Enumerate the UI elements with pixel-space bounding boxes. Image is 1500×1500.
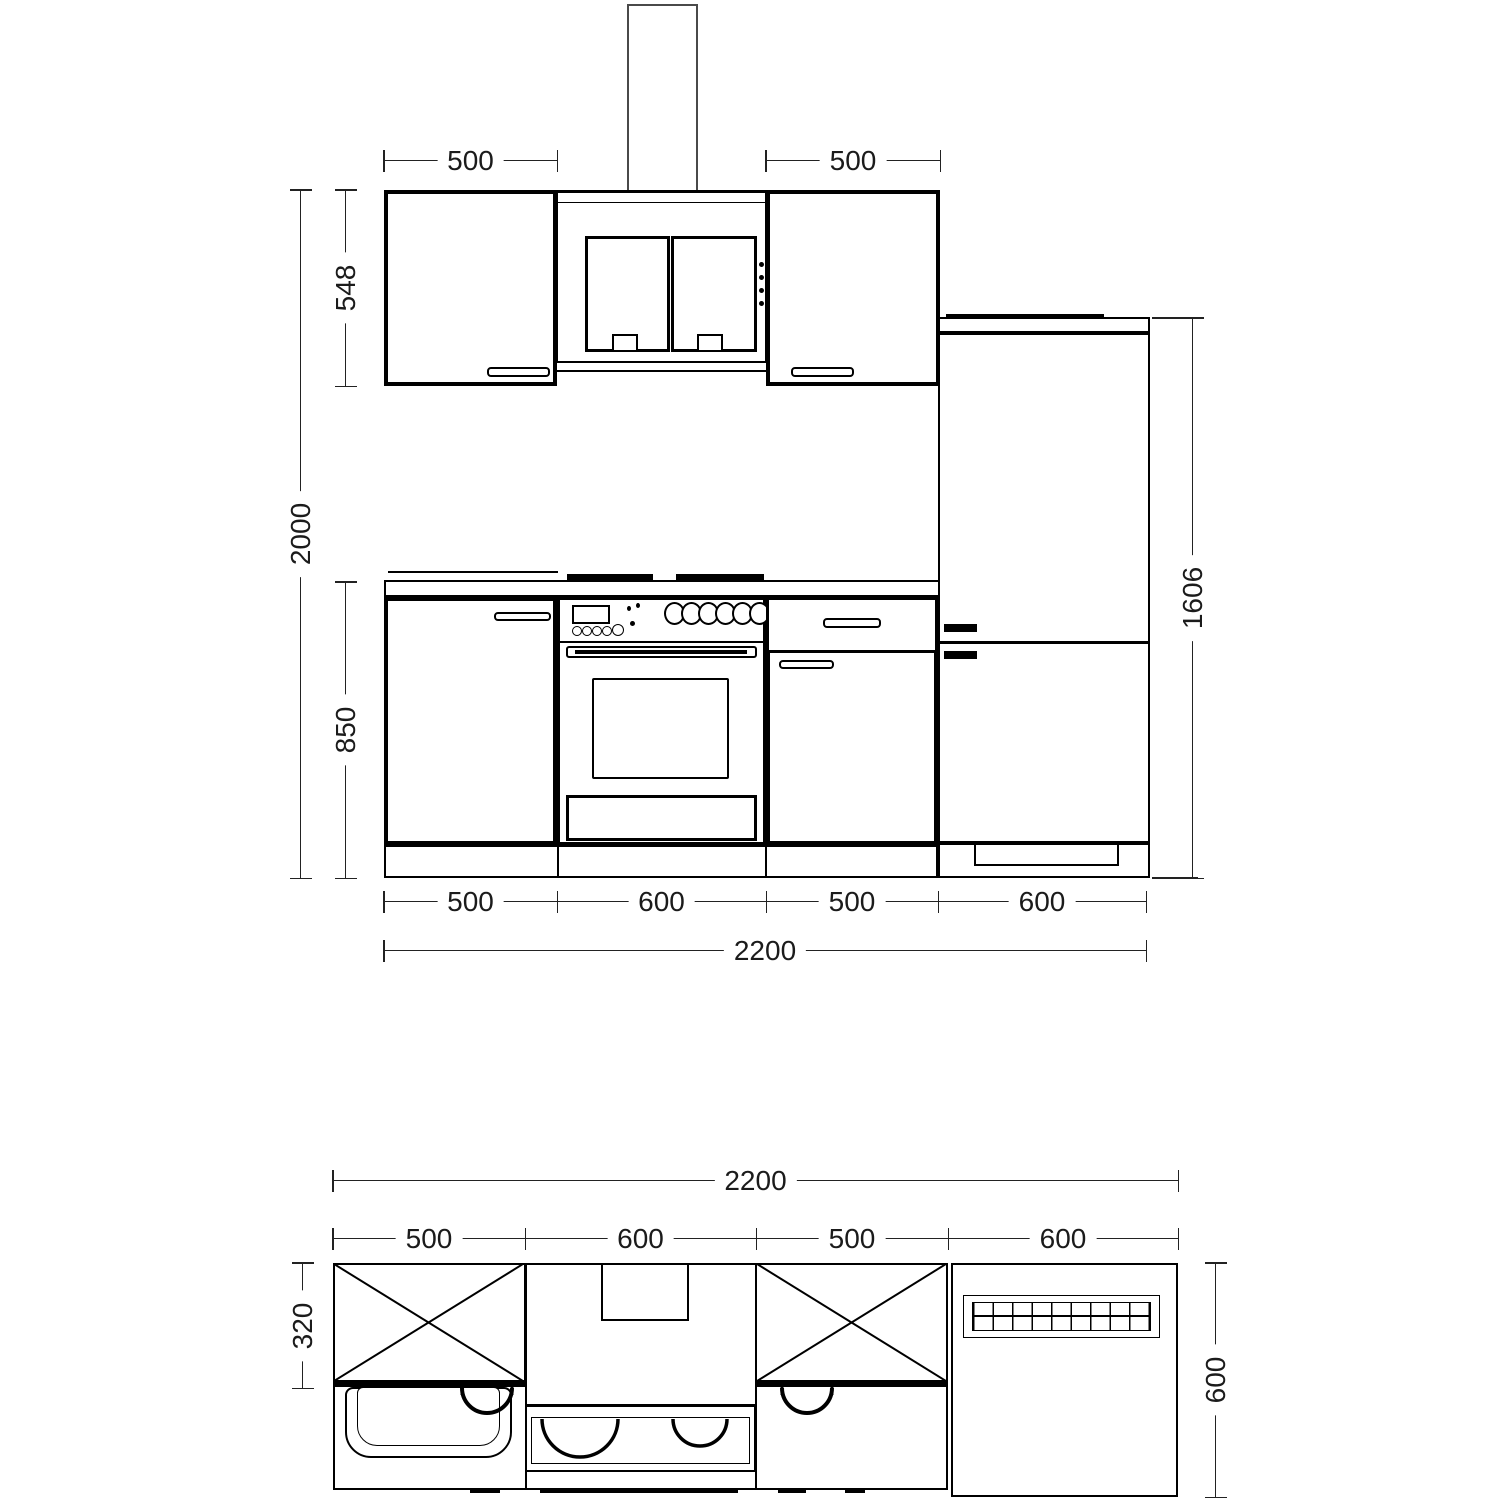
dim-fridge-height <box>1177 318 1208 878</box>
fridge-handle-lower <box>944 651 977 659</box>
fridge-vent-recess <box>974 843 1119 866</box>
drawer-handle <box>823 618 881 628</box>
fridge-body <box>938 333 1150 843</box>
plan-dim-total-width <box>333 1165 1178 1196</box>
plinth-divider <box>557 845 559 878</box>
plan-burners <box>531 1418 750 1464</box>
wall-cabinet-right-handle <box>791 367 854 377</box>
dim-wall-left-width <box>384 145 557 176</box>
plan-dim-total-depth <box>1200 1263 1231 1497</box>
dim-label: 600 <box>1009 887 1076 917</box>
dim-label: 548 <box>331 253 361 324</box>
front-edge-mark <box>470 1488 500 1493</box>
plan-hood-chimney <box>601 1263 689 1321</box>
oven-bottom-drawer <box>566 795 757 841</box>
oven-display <box>572 605 610 624</box>
plan-dim-wall-depth <box>287 1263 318 1388</box>
dim-label: 2200 <box>724 936 806 966</box>
dim-base-width-4 <box>938 886 1146 917</box>
dim-label: 500 <box>437 887 504 917</box>
plan-dim-section-2 <box>525 1223 756 1254</box>
hood-door-right-handle <box>697 334 723 352</box>
dim-label: 600 <box>628 887 695 917</box>
x-cross <box>757 1264 946 1381</box>
dim-label: 850 <box>331 695 361 766</box>
vent-grid-midline <box>973 1315 1149 1317</box>
dim-total-height <box>285 190 316 878</box>
plinth <box>384 845 938 878</box>
wall-cabinet-left <box>384 190 557 386</box>
indicator-dot <box>627 606 631 611</box>
display-button <box>592 626 602 636</box>
plan-wall-cabinet-left <box>333 1263 525 1383</box>
dim-label: 500 <box>819 1224 886 1254</box>
plan-dim-section-4 <box>948 1223 1178 1254</box>
fridge-door-divider <box>938 641 1150 644</box>
hinge-dot <box>759 262 764 267</box>
dim-wall-cabinet-height <box>330 190 361 386</box>
plan-dim-section-1 <box>333 1223 525 1254</box>
faucet-arc-right <box>777 1386 837 1422</box>
dim-label: 500 <box>396 1224 463 1254</box>
dim-label: 320 <box>288 1290 318 1361</box>
dim-base-width-2 <box>557 886 766 917</box>
hinge-dot <box>759 288 764 293</box>
display-button <box>612 624 624 636</box>
dim-label: 1606 <box>1178 555 1208 641</box>
base-cabinet-left-handle <box>494 612 551 621</box>
front-edge-mark <box>778 1488 806 1493</box>
hinge-dot <box>759 301 764 306</box>
dim-label: 600 <box>607 1224 674 1254</box>
display-button <box>582 626 592 636</box>
base-cabinet-right-door-handle <box>779 660 834 669</box>
worktop-back-edge <box>388 571 558 573</box>
plinth-divider <box>765 845 767 878</box>
indicator-dot <box>630 621 635 626</box>
dim-base-width-3 <box>766 886 938 917</box>
front-edge-mark <box>540 1488 738 1493</box>
dim-label: 600 <box>1030 1224 1097 1254</box>
dim-label: 500 <box>437 146 504 176</box>
dim-label: 600 <box>1201 1345 1231 1416</box>
hinge-dot <box>759 275 764 280</box>
plan-wall-cabinet-right <box>756 1263 948 1383</box>
display-button <box>572 626 582 636</box>
faucet-arc-left <box>457 1386 517 1422</box>
dim-label: 500 <box>820 146 887 176</box>
display-button <box>602 626 612 636</box>
indicator-dot <box>636 603 640 608</box>
fridge-handle-upper <box>944 624 977 632</box>
base-cabinet-left <box>384 597 557 845</box>
wall-cabinet-left-handle <box>487 367 550 377</box>
oven-door-handle-groove <box>575 650 747 654</box>
wall-cabinet-right <box>766 190 940 386</box>
cooktop-edge-mark <box>676 574 764 580</box>
dim-total-width <box>384 935 1146 966</box>
fridge-lid <box>938 317 1150 333</box>
dim-label: 500 <box>819 887 886 917</box>
dim-label: 2200 <box>714 1166 796 1196</box>
dim-base-width-1 <box>384 886 557 917</box>
hood-top-band <box>557 190 766 203</box>
oven-window <box>592 678 729 779</box>
plan-dim-section-3 <box>756 1223 948 1254</box>
x-cross <box>334 1264 523 1381</box>
dim-base-height <box>330 582 361 878</box>
fridge-vent-grid <box>972 1302 1151 1331</box>
dim-wall-right-width <box>766 145 940 176</box>
hood-shelf-line <box>557 370 766 372</box>
cooktop-edge-mark <box>567 574 653 580</box>
front-edge-mark <box>845 1488 865 1493</box>
dim-label: 2000 <box>286 491 316 577</box>
hood-door-left-handle <box>612 334 638 352</box>
hood-chimney-duct <box>627 4 698 192</box>
